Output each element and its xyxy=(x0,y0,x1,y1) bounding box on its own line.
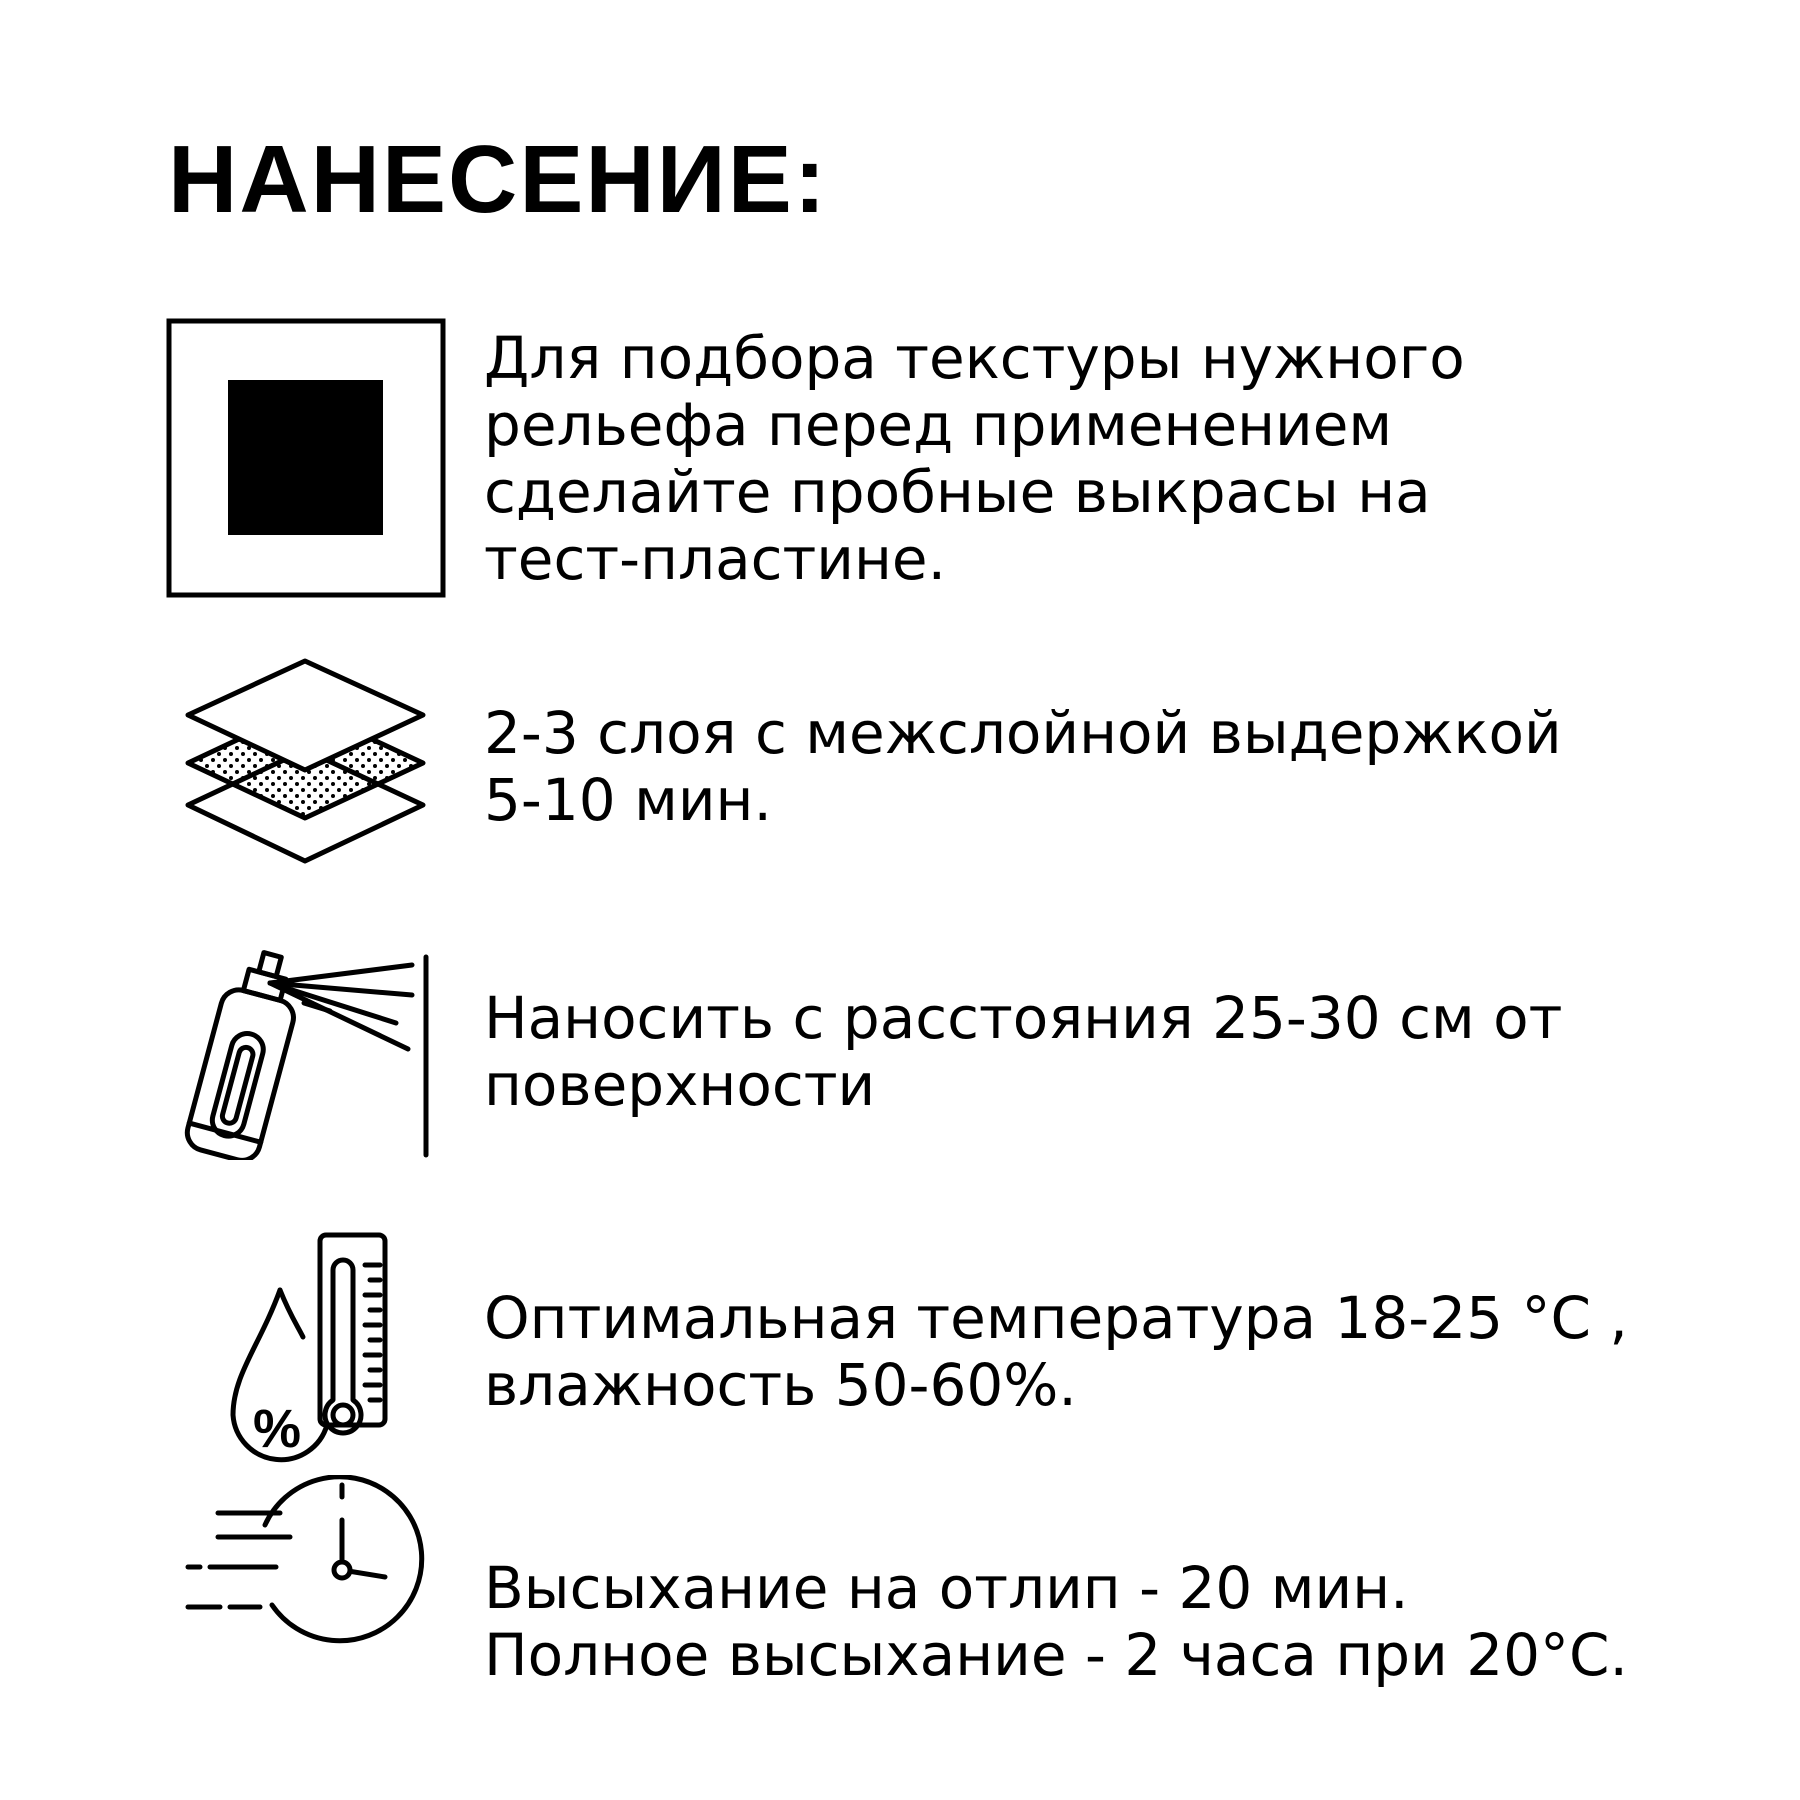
texture-square-icon xyxy=(166,318,446,598)
temperature-humidity-icon xyxy=(225,1225,415,1480)
instruction-text-distance: Наносить с расстояния 25-30 см от поверхности xyxy=(484,984,1563,1119)
instruction-text-texture: Для подбора текстуры нужного рельефа перед применением сделайте пробные выкрасы на тест-пластине. xyxy=(484,324,1465,593)
fast-clock-icon xyxy=(180,1475,440,1650)
layers-icon xyxy=(180,655,440,870)
spray-can-icon xyxy=(180,945,440,1160)
page-title: НАНЕСЕНИЕ: xyxy=(168,126,828,233)
percent-glyph: % xyxy=(252,1399,302,1459)
instruction-text-layers: 2-3 слоя с межслойной выдержкой 5-10 мин. xyxy=(484,699,1562,834)
instruction-text-conditions: Оптимальная температура 18-25 °C , влажность 50-60%. xyxy=(484,1284,1628,1419)
instruction-text-drying: Высыхание на отлип - 20 мин. Полное высыхание - 2 часа при 20°C. xyxy=(484,1554,1628,1689)
